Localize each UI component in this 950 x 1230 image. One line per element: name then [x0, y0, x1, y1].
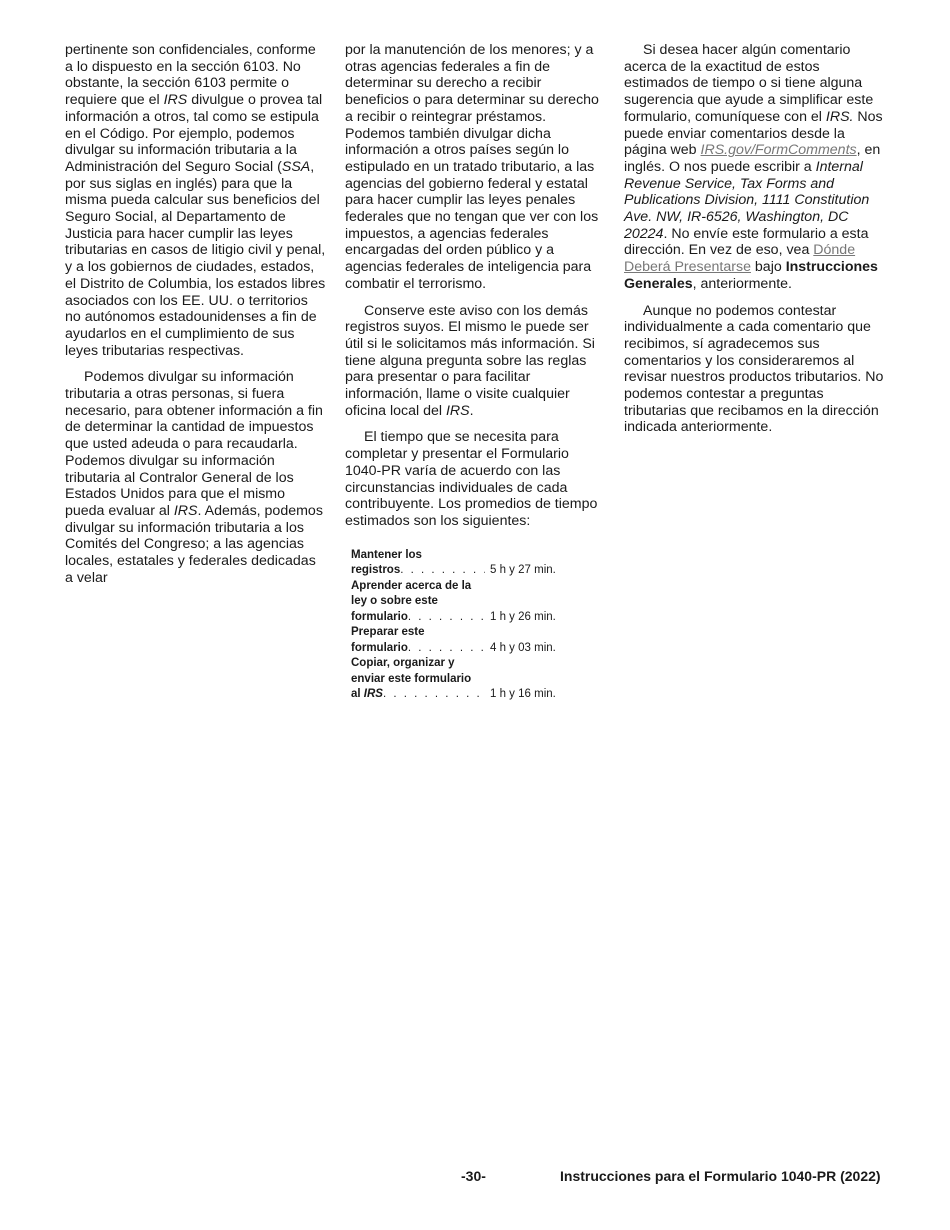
donde-presentarse-link[interactable]: Dónde Deberá Presentarse [624, 242, 856, 276]
page-number: -30- [461, 1168, 486, 1184]
form-comments-link[interactable]: IRS.gov/FormComments [700, 142, 857, 159]
time-estimates-table [351, 548, 607, 703]
paragraph: pertinente son confidenciales, conforme a lo dispuesto en la sección 6103. No obstante, la sección 6103 permite o requiere que el IRS divulgue o provea tal información a otros, tal como se estipula en el Código. Por ejemplo, podemos divulgar su información tributaria a la Administración del Seguro Social (SSA, por sus siglas en inglés) para que la misma pueda calcular sus beneficios del Seguro Social, al Departamento de Justicia para hacer cumplir las leyes tributarias en casos de litigio civil y penal, y a los gobiernos de ciudades, estados, el Distrito de Columbia, los estados libres asociados con los EE. UU. o territorios no autónomos estadounidenses a fin de ayudarlos en el cumplimiento de sus leyes tributarias respectivas. [65, 42, 326, 359]
time-value: 1 h y 26 min. [490, 610, 556, 623]
dot-leader [408, 641, 485, 657]
table-row: Preparar este formulario . . . 4 h y 03 min. [351, 625, 607, 656]
paragraph: por la manutención de los menores; y a otras agencias federales a fin de determinar su derecho a recibir beneficios o para determinar su derecho a recibir o reintegrar préstamos. Podemos también divulgar dicha información a otros países según lo estipulado en un tratado tributario, a las agencias del gobierno federal y estatal para hacer cumplir las leyes penales federales que no tengan que ver con los impuestos, a agencias federales encargadas del orden público y a agencias federales de inteligencia para combatir el terrorismo. [345, 42, 599, 292]
table-row: Mantener los registros . . . 5 h y 27 min. [351, 548, 607, 579]
time-value: 4 h y 03 min. [490, 641, 556, 654]
column-3 [624, 42, 886, 446]
paragraph: Conserve este aviso con los demás registros suyos. El mismo le puede ser útil si le solicitamos más información. Si tiene alguna pregunta sobre las reglas para presentar o para facilitar información, llame o visite cualquier oficina local del IRS. [345, 302, 595, 419]
dot-leader [383, 687, 485, 703]
table-row: Aprender acerca de la ley o sobre este formulario . . . 1 h y 26 min. [351, 579, 607, 626]
column-2 [345, 42, 607, 703]
table-row: Copiar, organizar y enviar este formulario al IRS . . . 1 h y 16 min. [351, 656, 607, 703]
column-1 [65, 42, 327, 597]
time-value: 1 h y 16 min. [490, 688, 556, 701]
paragraph: Aunque no podemos contestar individualmente a cada comentario que recibimos, sí agradecemos sus comentarios y los consideraremos al revisar nuestros productos tributarios. No podemos contestar a preguntas tributarias que recibamos en la dirección indicada anteriormente. [624, 302, 884, 436]
paragraph: Si desea hacer algún comentario acerca de la exactitud de estos estimados de tiempo o si tiene alguna sugerencia que ayude a simplificar este formulario, comuníquese con el IRS. Nos puede enviar comentarios desde la página web IRS.gov/FormComments, en inglés. O nos puede escribir a Internal Revenue Service, Tax Forms and Publications Division, 1111 Constitution Ave. NW, IR-6526, Washington, DC 20224. No envíe este formulario a esta dirección. En vez de eso, vea Dónde Deberá Presentarse bajo Instrucciones Generales, anteriormente. [624, 42, 883, 292]
dot-leader [408, 610, 485, 626]
paragraph: El tiempo que se necesita para completar y presentar el Formulario 1040-PR varía de acuerdo con las circunstancias individuales de cada contribuyente. Los promedios de tiempo estimados son los siguientes: [345, 429, 598, 529]
dot-leader [400, 563, 485, 579]
paragraph: Podemos divulgar su información tributaria a otras personas, si fuera necesario, para obtener información a fin de determinar la cantidad de impuestos que usted adeuda o para recaudarla. Podemos divulgar su información tributaria al Contralor General de los Estados Unidos para que el mismo pueda evaluar al IRS. Además, podemos divulgar su información tributaria a los Comités del Congreso; a las agencias locales, estatales y federales dedicadas a velar [65, 369, 323, 586]
time-value: 5 h y 27 min. [490, 564, 556, 577]
footer-title: Instrucciones para el Formulario 1040-PR (2022) [560, 1168, 881, 1184]
